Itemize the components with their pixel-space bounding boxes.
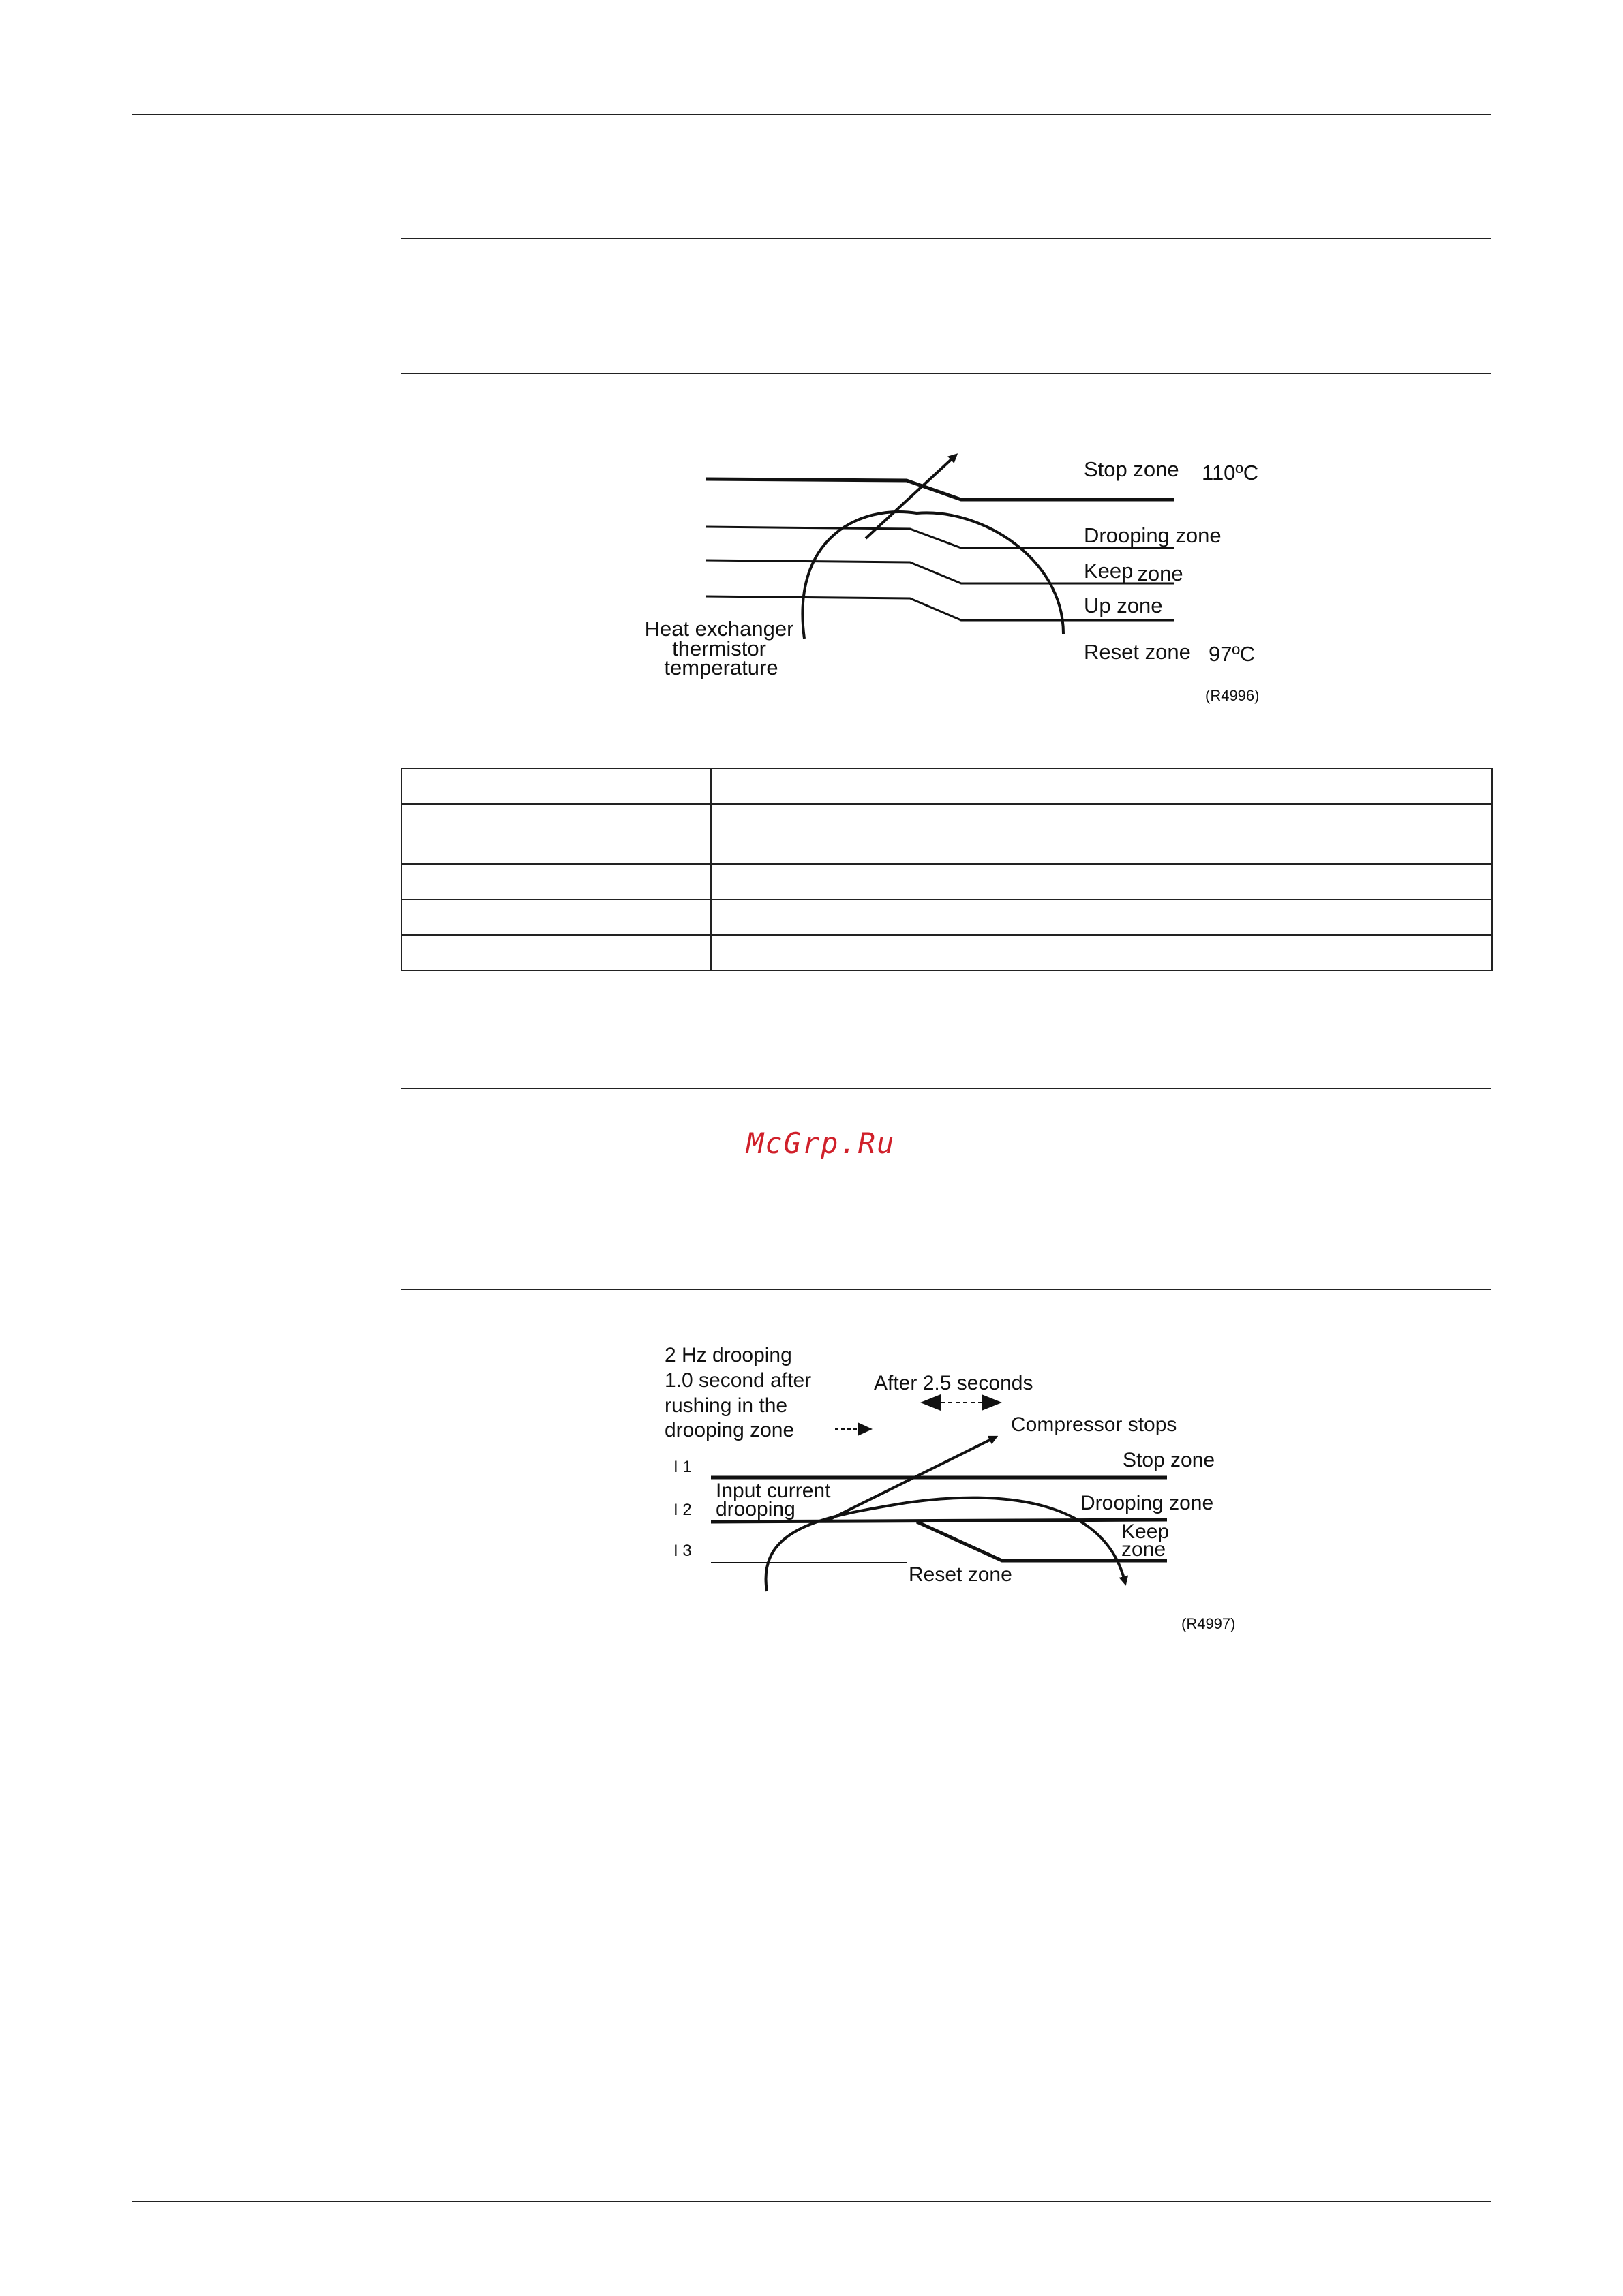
note-line-1: 2 Hz drooping [665, 1344, 792, 1366]
stop-temp-label: 110ºC [1202, 461, 1259, 485]
stop-zone-label: Stop zone [1084, 457, 1179, 481]
table-cell [711, 935, 1492, 970]
figure-1-id: (R4996) [1205, 687, 1260, 704]
section-rule-1 [401, 238, 1491, 239]
input-label-line-1: Input current [716, 1480, 831, 1502]
rising-arrow [866, 457, 954, 538]
figure-2-svg [648, 1332, 1295, 1646]
table-cell [401, 804, 711, 864]
keep-zone-label-group [1084, 559, 1183, 585]
after-arrow-left [920, 1394, 941, 1411]
watermark: McGrp.Ru [746, 1127, 896, 1160]
section-rule-3 [401, 1088, 1491, 1089]
table-row [401, 935, 1492, 970]
drooping-zone-label: Drooping zone [1080, 1492, 1214, 1514]
table-row [401, 864, 1492, 900]
axis-label-line-2: thermistor [672, 637, 766, 660]
level-i1-label: I 1 [673, 1458, 692, 1476]
table-row [401, 804, 1492, 864]
level-i3-label: I 3 [673, 1542, 692, 1560]
section-rule-4 [401, 1289, 1491, 1290]
note-line-2: 1.0 second after [665, 1369, 812, 1392]
compressor-stops-label: Compressor stops [1011, 1413, 1177, 1436]
level-i2-label: I 2 [673, 1501, 692, 1519]
figure-2-id: (R4997) [1181, 1615, 1236, 1632]
table-row [401, 769, 1492, 804]
stop-zone-label: Stop zone [1123, 1449, 1215, 1471]
table-cell [401, 769, 711, 804]
table-cell [401, 900, 711, 935]
table-cell [711, 804, 1492, 864]
table-cell [711, 900, 1492, 935]
table-row [401, 900, 1492, 935]
table-cell [401, 935, 711, 970]
note-arrow-head [858, 1422, 873, 1436]
keep-zone-label-2: zone [1121, 1538, 1166, 1561]
axis-label-line-3: temperature [664, 656, 778, 679]
reset-temp-label: 97ºC [1209, 642, 1256, 666]
figure-input-current-zones [648, 1332, 1295, 1646]
figure-1-svg [613, 429, 1295, 716]
keep-zone-label-1: Keep [1121, 1520, 1170, 1543]
reset-zone-label: Reset zone [1084, 640, 1191, 664]
parameter-table [401, 768, 1493, 971]
after-arrow-right [982, 1394, 1002, 1411]
axis-label-line-1: Heat exchanger [644, 617, 794, 641]
note-line-4: drooping zone [665, 1419, 795, 1441]
table-cell [711, 864, 1492, 900]
footer-rule [132, 2201, 1491, 2202]
header-rule [132, 114, 1491, 115]
table-cell [401, 864, 711, 900]
note-line-3: rushing in the [665, 1394, 788, 1417]
input-label-line-2: drooping [716, 1498, 795, 1520]
after-label: After 2.5 seconds [874, 1372, 1033, 1394]
reset-zone-label: Reset zone [909, 1563, 1012, 1586]
drooping-zone-label: Drooping zone [1084, 523, 1222, 547]
rising-arrow [825, 1438, 994, 1522]
up-zone-label: Up zone [1084, 594, 1163, 617]
table-cell [711, 769, 1492, 804]
keep-zone-label: Keep [1084, 559, 1134, 583]
keep-zone-suffix: zone [1137, 562, 1183, 585]
section-rule-2 [401, 373, 1491, 374]
stop-zone-line [706, 479, 1174, 500]
figure-heat-exchanger-zones [613, 429, 1295, 716]
